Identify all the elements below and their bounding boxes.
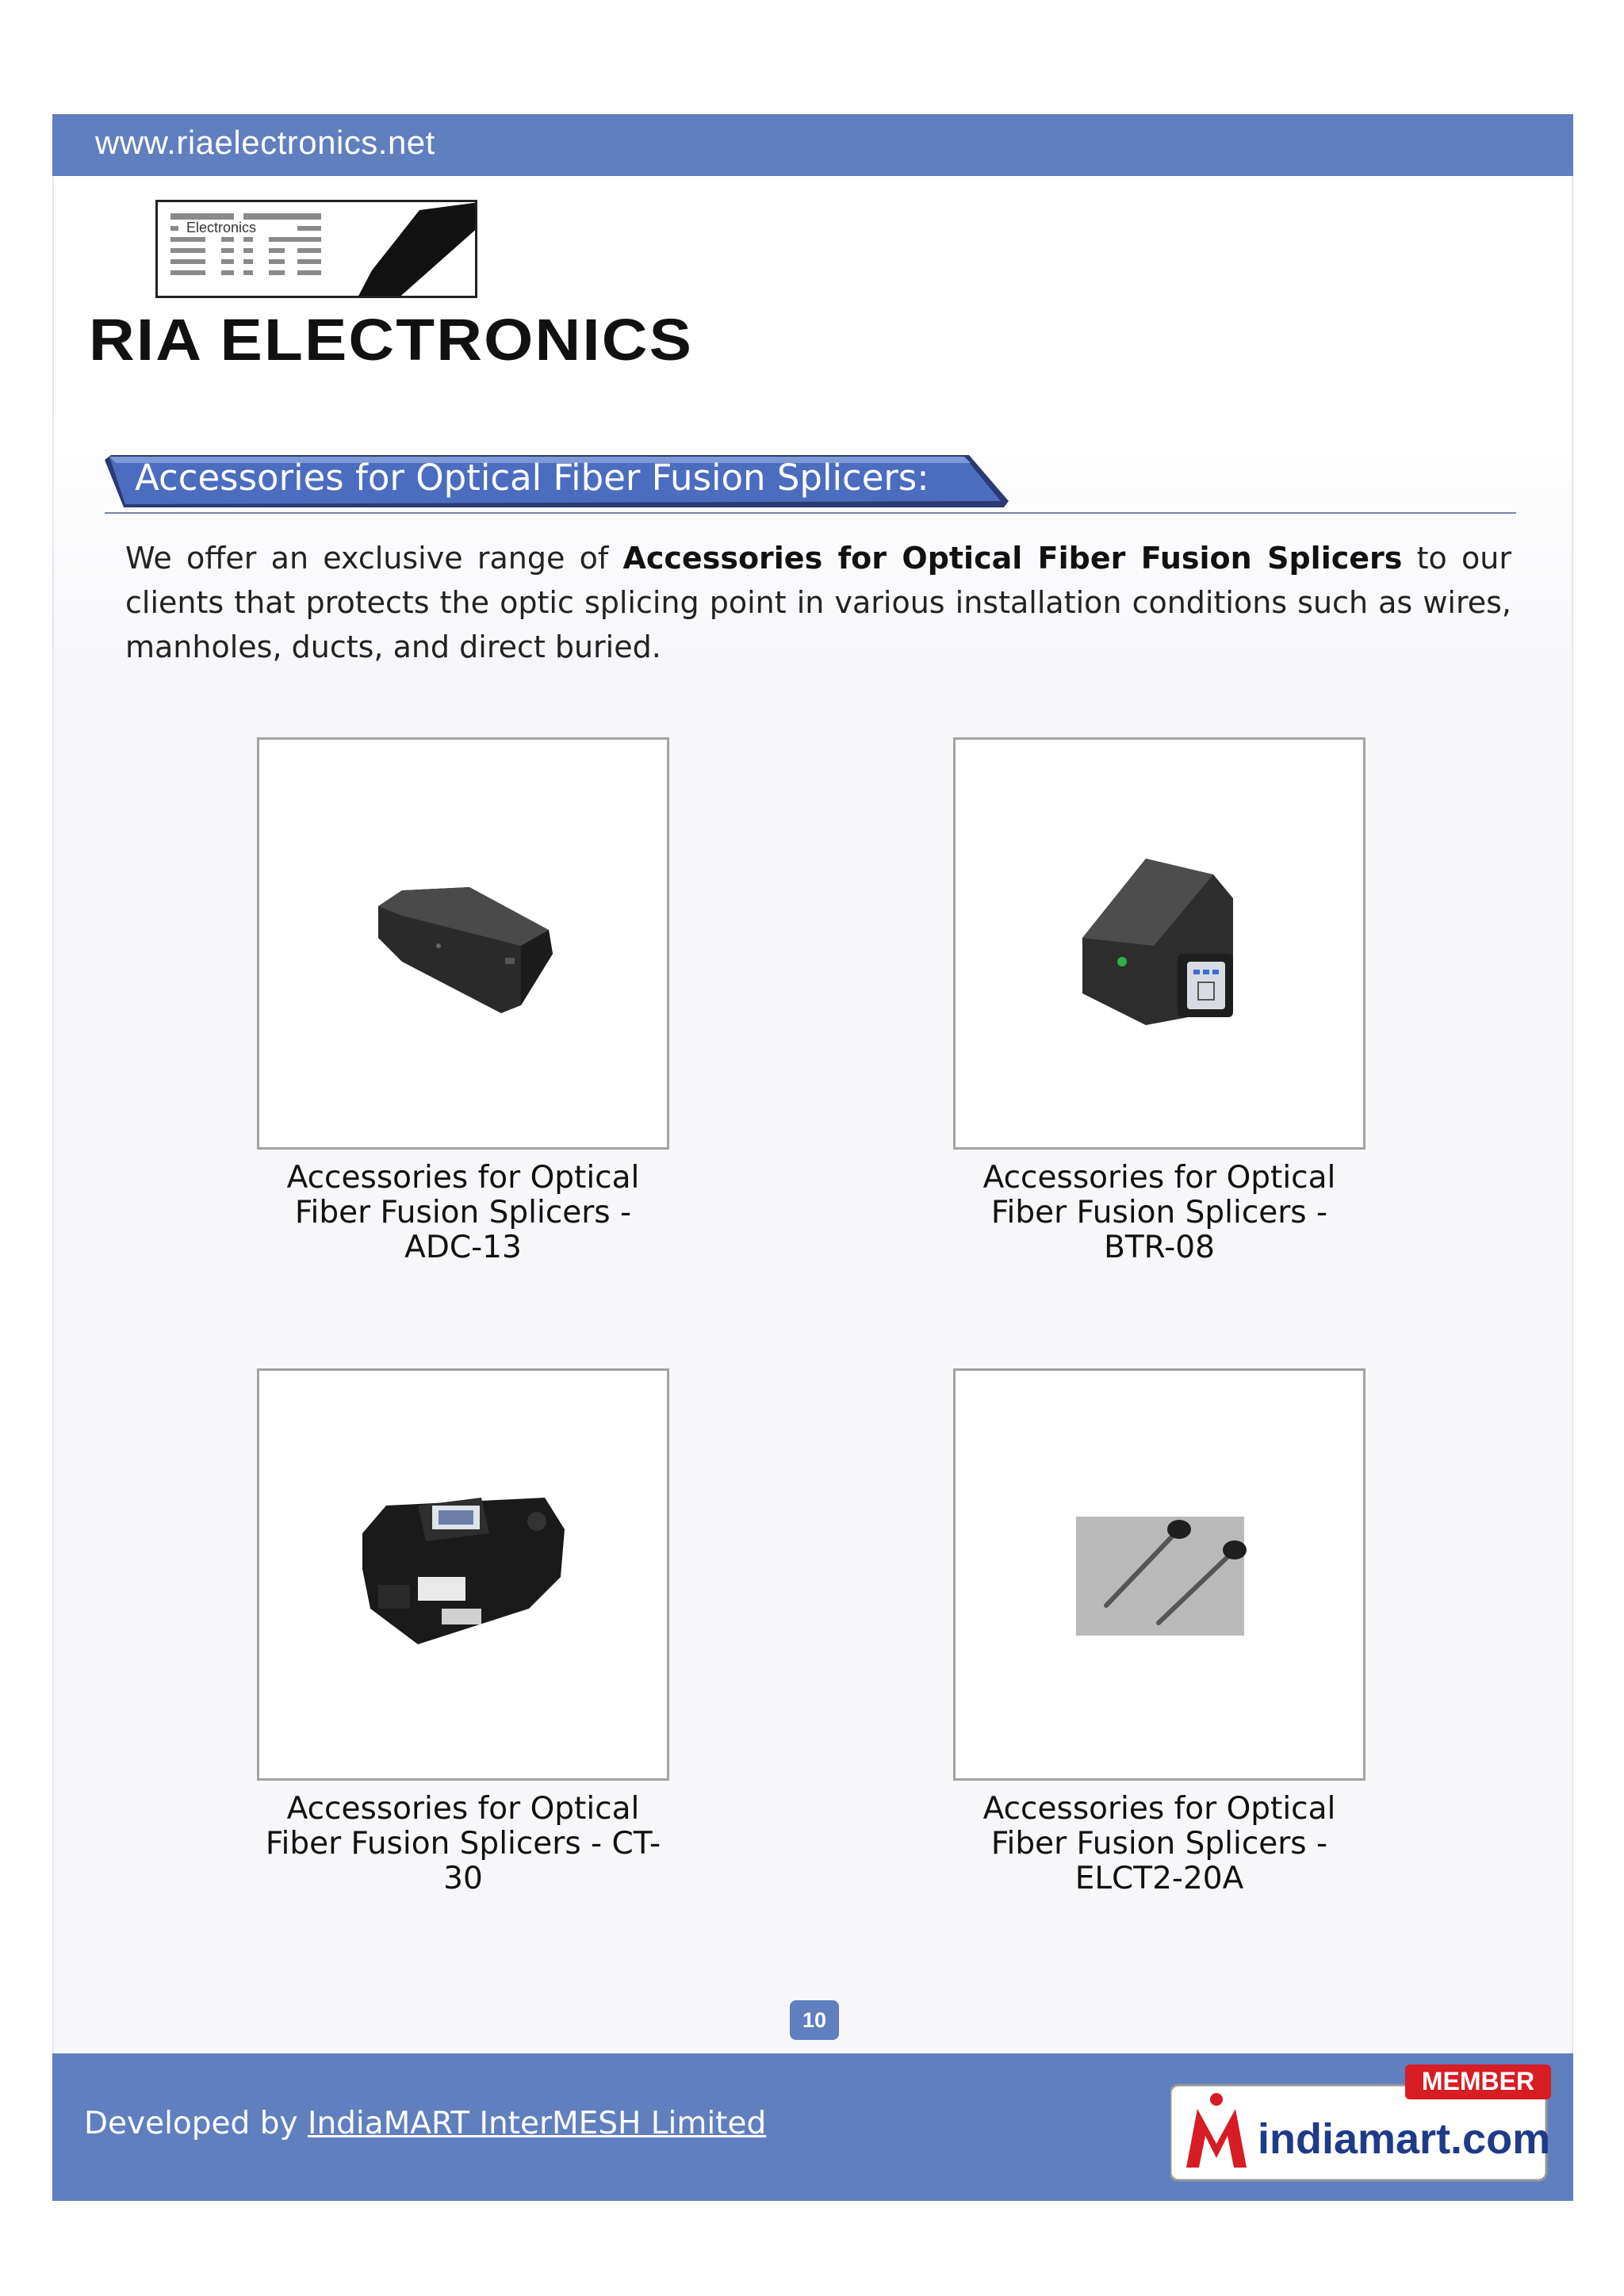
product-caption-adc-13 — [209, 1161, 717, 1265]
caption-line: Accessories for Optical — [982, 1791, 1336, 1827]
website-url[interactable]: www.riaelectronics.net — [95, 124, 435, 161]
indiamart-brand: indiamart.com — [1258, 2115, 1551, 2163]
intro-paragraph — [125, 536, 1511, 669]
section-title: Accessories for Optical Fiber Fusion Splicers: — [135, 457, 929, 499]
product-card-adc-13[interactable] — [257, 737, 669, 1150]
indiamart-member-badge[interactable] — [1170, 2064, 1553, 2182]
product-image-elct2-20a — [956, 1371, 1363, 1778]
intro-suffix: to our clients that protects the optic splicing point in various installation conditions such as wires, manholes, ducts, and direct buried. — [125, 541, 1512, 664]
footer-credit — [84, 2106, 766, 2141]
logo-small-text: Electronics — [186, 220, 257, 235]
caption-line: Fiber Fusion Splicers - — [990, 1195, 1328, 1230]
caption-line: Accessories for Optical — [982, 1160, 1336, 1196]
product-caption-btr-08 — [906, 1161, 1413, 1265]
caption-line: Fiber Fusion Splicers - — [294, 1195, 632, 1230]
product-caption-elct2-20a — [906, 1792, 1413, 1896]
product-card-ct-30[interactable] — [257, 1368, 669, 1781]
caption-line: ADC-13 — [404, 1230, 522, 1265]
company-logo — [155, 200, 477, 298]
caption-line: Fiber Fusion Splicers - CT- — [265, 1826, 661, 1862]
indiamart-link[interactable]: IndiaMART InterMESH Limited — [307, 2106, 767, 2141]
logo-emblem-icon — [158, 202, 477, 298]
intro-bold: Accessories for Optical Fiber Fusion Splicers — [622, 541, 1403, 576]
caption-line: Fiber Fusion Splicers - — [990, 1826, 1328, 1862]
logo-wordmark: RIA ELECTRONICS — [89, 307, 694, 373]
caption-line: Accessories for Optical — [286, 1160, 640, 1196]
page-number: 10 — [790, 2000, 839, 2040]
product-card-btr-08[interactable] — [953, 737, 1365, 1150]
product-image-ct-30 — [259, 1371, 667, 1778]
product-image-btr-08 — [956, 740, 1363, 1147]
product-image-adc-13 — [259, 740, 667, 1147]
product-card-elct2-20a[interactable] — [953, 1368, 1365, 1781]
intro-prefix: We offer an exclusive range of — [125, 541, 623, 576]
section-divider — [105, 512, 1516, 514]
caption-line: ELCT2-20A — [1074, 1861, 1244, 1896]
caption-line: Accessories for Optical — [286, 1791, 640, 1827]
footer-prefix: Developed by — [84, 2106, 308, 2141]
footer-bar — [52, 2053, 1573, 2201]
header-bar — [52, 114, 1573, 176]
caption-line: BTR-08 — [1104, 1230, 1215, 1265]
caption-line: 30 — [443, 1861, 483, 1896]
member-label: MEMBER — [1421, 2067, 1535, 2095]
product-caption-ct-30 — [209, 1792, 717, 1896]
